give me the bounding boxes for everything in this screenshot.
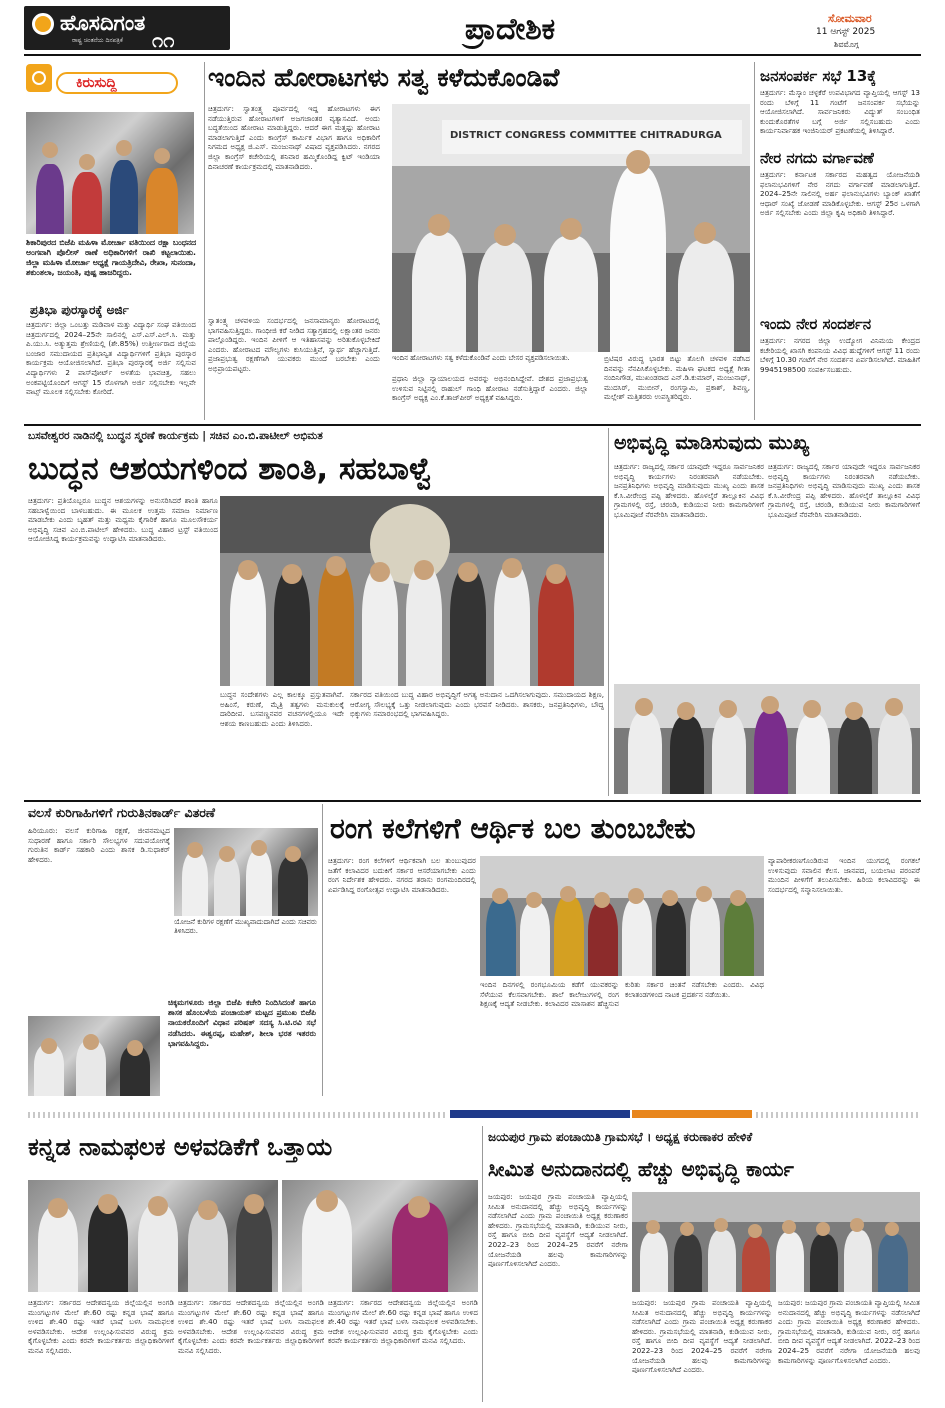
section-rule (24, 800, 921, 802)
valase-photo (174, 828, 318, 916)
buddha-body-1: ಚಿತ್ರದುರ್ಗ: ಪ್ರತಿಯೊಬ್ಬರೂ ಬುದ್ಧನ ಆಶಯಗಳನ್ನು ಅನುಸರಿಸಿದರೆ ಶಾಂತಿ ಹಾಗೂ ಸಹಬಾಳ್ವೆಯಿಂದ ಬಾಳಬಹುದು. ಈ ಮೂಲಕ ಉತ್ತಮ ಸಮಾಜ ನಿರ್ಮಾಣ ಮಾಡಬೇಕು ಎಂದು ಬೃಹತ್ ಮತ್ತು ಮಧ್ಯಮ ಕೈಗಾರಿಕೆ ಹಾಗೂ ಮೂಲಸೌಕರ್ಯ ಅಭಿವೃದ್ಧಿ ಸಚಿವ ಎಂ.ಬಿ.ಪಾಟೀಲ್ ಹೇಳಿದರು. ಬುದ್ಧ ವಿಹಾರ ಟ್ರಸ್ಟ್ ವತಿಯಿಂದ ಆಯೋಜಿಸಿದ್ದ ಕಾರ್ಯಕ್ರಮವನ್ನು ಉದ್ಘಾಟಿಸಿ ಮಾತನಾಡಿದರು. (28, 496, 218, 544)
masthead-logo-box (24, 6, 230, 50)
speaker-hand-icon (32, 71, 46, 85)
accent-bar-blue (450, 1110, 630, 1118)
issue-date: 11 ಆಗಸ್ಟ್ 2025 (816, 27, 876, 37)
kannada-photo-2 (282, 1180, 478, 1292)
buddha-photo (220, 496, 604, 686)
buddha-body-2: ಬುದ್ಧನ ಸಂದೇಶಗಳು ಎಲ್ಲ ಕಾಲಕ್ಕೂ ಪ್ರಸ್ತುತವಾಗಿವೆ. ಅಹಿಂಸೆ, ಕರುಣೆ, ಮೈತ್ರಿ ತತ್ವಗಳು ಮನುಕುಲಕ್ಕೆ ದಾರಿದೀಪ. ಬಸವಣ್ಣನವರ ವಚನಗಳಲ್ಲಿಯೂ ಇದೇ ಆಶಯ ಕಾಣಬಹುದು ಎಂದು ತಿಳಿಸಿದರು. (220, 690, 344, 728)
kirusuddi-label: ಕಿರುಸುದ್ದಿ (76, 75, 117, 91)
abhivruddhi-body: ಚಿತ್ರದುರ್ಗ: ರಾಜ್ಯದಲ್ಲಿ ಸರ್ಕಾರ ಯಾವುದೇ ಇದ್ದರೂ ಸಾರ್ವಜನಿಕರ ಅಭಿವೃದ್ಧಿ ಕಾರ್ಯಗಳು ನಿರಂತರವಾಗಿ ನಡೆಯಬೇಕು. ಜನಪ್ರತಿನಿಧಿಗಳು ಅಭಿವೃದ್ಧಿ ಮಾಡಿಸುವುದು ಮುಖ್ಯ ಎಂದು ಶಾಸಕ ಕೆ.ಸಿ.ವೀರೇಂದ್ರ ಪಪ್ಪಿ ಹೇಳಿದರು. ಹೊಳಲ್ಕೆರೆ ತಾಲ್ಲೂಕಿನ ವಿವಿಧ ಗ್ರಾಮಗಳಲ್ಲಿ ರಸ್ತೆ, ಚರಂಡಿ, ಕುಡಿಯುವ ನೀರು ಕಾಮಗಾರಿಗಳಿಗೆ ಭೂಮಿಪೂಜೆ ನೆರವೇರಿಸಿ ಮಾತನಾಡಿದರು. (614, 462, 764, 519)
ranga-photo (480, 856, 764, 976)
valase-photo-2 (28, 1016, 160, 1096)
main-body-1: ಚಿತ್ರದುರ್ಗ: ಸ್ವಾತಂತ್ರ್ಯ ಪೂರ್ವದಲ್ಲಿ ಇದ್ದ ಹೋರಾಟಗಳು ಈಗ ನಡೆಯುತ್ತಿರುವ ಹೋರಾಟಗಳಿಗೆ ಅಜಗಜಾಂತರ ವ್ಯತ್ಯಾಸವಿದೆ. ಅಂದು ಬದ್ಧತೆಯಿಂದ ಹೋರಾಟ ಮಾಡುತ್ತಿದ್ದರು. ಆದರೆ ಈಗ ಮತ್ತಷ್ಟು ಹೋರಾಟ ಮಾಡಲಾಗುತ್ತಿದೆ ಎಂದು ಕಾಂಗ್ರೆಸ್ ಕಾರ್ಮಿಕ ವಿಭಾಗ ಹಾಗೂ ಅಧಿಕಾರಿಗೆ ನಿಗಮದ ಅಧ್ಯಕ್ಷ ಜಿ.ಎಸ್. ಮಂಜುನಾಥ್ ವಿಷಾದ ವ್ಯಕ್ತಪಡಿಸಿದರು. ನಗರದ ಜಿಲ್ಲಾ ಕಾಂಗ್ರೆಸ್ ಕಚೇರಿಯಲ್ಲಿ ಶನಿವಾರ ಹಮ್ಮಿಕೊಂಡಿದ್ದ ಕ್ವಿಟ್ ಇಂಡಿಯಾ ದಿನಾಚರಣೆ ಕಾರ್ಯಕ್ರಮದಲ್ಲಿ ಮಾತನಾಡಿದರು. (208, 104, 380, 171)
kirusuddi-sub-headline: ಪ್ರತಿಭಾ ಪುರಸ್ಕಾರಕ್ಕೆ ಅರ್ಜಿ (30, 303, 129, 317)
masthead (0, 0, 945, 54)
ranga-body-1: ಚಿತ್ರದುರ್ಗ: ರಂಗ ಕಲೆಗಳಿಗೆ ಆರ್ಥಿಕವಾಗಿ ಬಲ ತುಂಬುವುದರ ಜತೆಗೆ ಕಲಾವಿದರ ಬದುಕಿಗೆ ಸರ್ಕಾರ ಆಸರೆಯಾಗಬೇಕು ಎಂದು ರಂಗ ನಿರ್ದೇಶಕ ಹೇಳಿದರು. ನಗರದ ತರಾಸು ರಂಗಮಂದಿರದಲ್ಲಿ ಏರ್ಪಡಿಸಿದ್ದ ರಂಗೋತ್ಸವ ಉದ್ಘಾಟಿಸಿ ಮಾತನಾಡಿದರು. (328, 856, 476, 894)
section-divider (28, 1112, 448, 1118)
kannada-headline: ಕನ್ನಡ ನಾಮಫಲಕ ಅಳವಡಿಕೆಗೆ ಒತ್ತಾಯ (28, 1133, 333, 1161)
column-rule (608, 428, 609, 796)
column-rule (754, 62, 755, 420)
issue-day: ಸೋಮವಾರ (828, 12, 872, 25)
jayapura-body: ಜಯಪುರ: ಜಯಪುರ ಗ್ರಾಮ ಪಂಚಾಯತಿ ವ್ಯಾಪ್ತಿಯಲ್ಲಿ ಸೀಮಿತ ಅನುದಾನದಲ್ಲಿ ಹೆಚ್ಚು ಅಭಿವೃದ್ಧಿ ಕಾರ್ಯಗಳನ್ನು ನಡೆಸಲಾಗಿದೆ ಎಂದು ಗ್ರಾಮ ಪಂಚಾಯಿತಿ ಅಧ್ಯಕ್ಷ ಕರುಣಾಕರ ಹೇಳಿದರು. ಗ್ರಾಮಸಭೆಯಲ್ಲಿ ಮಾತನಾಡಿ, ಕುಡಿಯುವ ನೀರು, ರಸ್ತೆ ಹಾಗೂ ಬೀದಿ ದೀಪ ವ್ಯವಸ್ಥೆಗೆ ಆದ್ಯತೆ ನೀಡಲಾಗಿದೆ. 2022–23 ರಿಂದ 2024–25 ರವರೆಗೆ ನರೇಗಾ ಯೋಜನೆಯಡಿ ಹಲವು ಕಾಮಗಾರಿಗಳನ್ನು ಪೂರ್ಣಗೊಳಿಸಲಾಗಿದೆ ಎಂದರು. (488, 1192, 628, 1269)
kirusuddi-column (24, 60, 200, 422)
banner-text: DISTRICT CONGRESS COMMITTEE CHITRADURGA (450, 130, 722, 141)
main-headline: ಇಂದಿನ ಹೋರಾಟಗಳು ಸತ್ವ ಕಳೆದುಕೊಂಡಿವೆ (208, 63, 560, 92)
kirusuddi-pill (56, 72, 178, 94)
congress-banner (442, 120, 742, 154)
main-body-2: ಸ್ವಾತಂತ್ರ್ಯ ಚಳವಳಿಯ ಸಂದರ್ಭದಲ್ಲಿ ಜನಸಾಮಾನ್ಯರು ಹೋರಾಟದಲ್ಲಿ ಭಾಗವಹಿಸುತ್ತಿದ್ದರು. ಗಾಂಧೀಜಿ ಕರೆ ನೀಡಿದ ಸತ್ಯಾಗ್ರಹದಲ್ಲಿ ಲಕ್ಷಾಂತರ ಜನರು ಪಾಲ್ಗೊಂಡಿದ್ದರು. ಇಂದಿನ ಪೀಳಿಗೆ ಆ ಇತಿಹಾಸವನ್ನು ಅರಿತುಕೊಳ್ಳಬೇಕಿದೆ ಎಂದರು. ಹೋರಾಟದ ಮೌಲ್ಯಗಳು ಕುಸಿಯುತ್ತಿವೆ, ಸ್ವಾರ್ಥ ಹೆಚ್ಚಾಗುತ್ತಿದೆ. ಪ್ರಜಾಪ್ರಭುತ್ವ ರಕ್ಷಣೆಗಾಗಿ ಯುವಕರು ಮುಂದೆ ಬರಬೇಕು ಎಂದು ಅಭಿಪ್ರಾಯಪಟ್ಟರು. (208, 316, 380, 373)
jayapura-headline: ಸೀಮಿತ ಅನುದಾನದಲ್ಲಿ ಹೆಚ್ಚು ಅಭಿವೃದ್ಧಿ ಕಾರ್ಯ (488, 1157, 794, 1181)
jayapura-kicker: ಜಯಪುರ ಗ್ರಾಮ ಪಂಚಾಯಿತಿ ಗ್ರಾಮಸಭೆ । ಅಧ್ಯಕ್ಷ ಕರುಣಾಕರ ಹೇಳಿಕೆ (488, 1130, 753, 1144)
section-banner (415, 8, 605, 52)
page-number: ೧೧ (152, 28, 175, 52)
section-title: ಪ್ರಾದೇಶಿಕ (464, 12, 556, 47)
buddha-kicker: ಬಸವೇಶ್ವರರ ನಾಡಿನಲ್ಲಿ ಬುದ್ಧನ ಸ್ಮರಣೆ ಕಾರ್ಯಕ್ರಮ | ಸಚಿವ ಎಂ.ಬಿ.ಪಾಟೀಲ್ ಅಭಿಮತ (28, 430, 323, 442)
masthead-logo: ಹೊಸದಿಗಂತ (60, 11, 146, 35)
valase-body: ಹಿರಿಯೂರು: ವಲಸೆ ಕುರಿಗಾಹಿ ರಕ್ಷಣೆ, ಜೀವನಮಟ್ಟದ ಸುಧಾರಣೆ ಹಾಗೂ ಸರ್ಕಾರಿ ಸೌಲಭ್ಯಗಳ ಸದುಪಯೋಗಕ್ಕೆ ಗುರುತಿನ ಕಾರ್ಡ್ ಸಹಕಾರಿ ಎಂದು ಶಾಸಕ ಡಿ.ಸುಧಾಕರ್ ಹೇಳಿದರು. (28, 826, 170, 864)
kannada-photo-1 (28, 1180, 278, 1292)
jayapura-photo (632, 1192, 920, 1292)
buddha-headline: ಬುದ್ಧನ ಆಶಯಗಳಿಂದ ಶಾಂತಿ, ಸಹಬಾಳ್ವೆ (28, 451, 433, 487)
jayapura-body-2: ಜಯಪುರ: ಜಯಪುರ ಗ್ರಾಮ ಪಂಚಾಯತಿ ವ್ಯಾಪ್ತಿಯಲ್ಲಿ ಸೀಮಿತ ಅನುದಾನದಲ್ಲಿ ಹೆಚ್ಚು ಅಭಿವೃದ್ಧಿ ಕಾರ್ಯಗಳನ್ನು ನಡೆಸಲಾಗಿದೆ ಎಂದು ಗ್ರಾಮ ಪಂಚಾಯಿತಿ ಅಧ್ಯಕ್ಷ ಕರುಣಾಕರ ಹೇಳಿದರು. ಗ್ರಾಮಸಭೆಯಲ್ಲಿ ಮಾತನಾಡಿ, ಕುಡಿಯುವ ನೀರು, ರಸ್ತೆ ಹಾಗೂ ಬೀದಿ ದೀಪ ವ್ಯವಸ್ಥೆಗೆ ಆದ್ಯತೆ ನೀಡಲಾಗಿದೆ. 2022–23 ರಿಂದ 2024–25 ರವರೆಗೆ ನರೇಗಾ ಯೋಜನೆಯಡಿ ಹಲವು ಕಾಮಗಾರಿಗಳನ್ನು ಪೂರ್ಣಗೊಳಿಸಲಾಗಿದೆ ಎಂದರು. (632, 1298, 772, 1375)
kannada-body: ಚಿತ್ರದುರ್ಗ: ಸರ್ಕಾರದ ಆದೇಶದನ್ವಯ ಜಿಲ್ಲೆಯಲ್ಲಿನ ಅಂಗಡಿ ಮುಂಗಟ್ಟುಗಳ ಮೇಲೆ ಶೇ.60 ರಷ್ಟು ಕನ್ನಡ ಭಾಷೆ ಹಾಗೂ ಉಳಿದ ಶೇ.40 ರಷ್ಟು ಇತರೆ ಭಾಷೆ ಬಳಸಿ ನಾಮಫಲಕ ಅಳವಡಿಸಬೇಕು. ಆದೇಶ ಉಲ್ಲಂಘಿಸುವವರ ವಿರುದ್ಧ ಕ್ರಮ ಕೈಗೊಳ್ಳಬೇಕು ಎಂದು ಕರವೇ ಕಾರ್ಯಕರ್ತರು ಜಿಲ್ಲಾಧಿಕಾರಿಗಳಿಗೆ ಮನವಿ ಸಲ್ಲಿಸಿದರು. (28, 1298, 174, 1355)
right-headline-1: ಜನಸಂಪರ್ಕ ಸಭೆ 13ಕ್ಕೆ (760, 67, 877, 85)
main-body-4: ಬ್ರಿಟಿಷರ ವಿರುದ್ಧ ಭಾರತ ಬಿಟ್ಟು ತೊಲಗಿ ಚಳವಳಿ ನಡೆಸಿದ ದಿನವನ್ನು ನೆನಪಿಸಿಕೊಳ್ಳಬೇಕು. ಮಹಿಳಾ ಘಟಕದ ಅಧ್ಯಕ್ಷೆ ಗೀತಾ ನಂದಿನಿಗೌಡ, ಮುಖಂಡರಾದ ಎನ್.ಡಿ.ಕುಮಾರ್, ಮಂಜುನಾಥ್, ಮುದಸಿರ್, ಮುಬೀನ್, ರಂಗಸ್ವಾಮಿ, ಪ್ರಕಾಶ್, ಶಿವಣ್ಣ, ಮಲ್ಲೇಶ್ ಮತ್ತಿತರರು ಉಪಸ್ಥಿತರಿದ್ದರು. (604, 354, 750, 402)
issue-city: ಶಿವಮೊಗ್ಗ (834, 40, 859, 49)
section-divider (756, 1112, 920, 1118)
main-photo (392, 104, 750, 352)
abhivruddhi-headline: ಅಭಿವೃದ್ಧಿ ಮಾಡಿಸುವುದು ಮುಖ್ಯ (614, 432, 810, 454)
masthead-rule (24, 54, 921, 56)
valase-headline: ವಲಸೆ ಕುರಿಗಾಹಿಗಳಿಗೆ ಗುರುತಿನಕಾರ್ಡ್ ವಿತರಣೆ (28, 805, 215, 820)
section-rule (24, 424, 921, 426)
jayapura-body-3: ಜಯಪುರ: ಜಯಪುರ ಗ್ರಾಮ ಪಂಚಾಯತಿ ವ್ಯಾಪ್ತಿಯಲ್ಲಿ ಸೀಮಿತ ಅನುದಾನದಲ್ಲಿ ಹೆಚ್ಚು ಅಭಿವೃದ್ಧಿ ಕಾರ್ಯಗಳನ್ನು ನಡೆಸಲಾಗಿದೆ ಎಂದು ಗ್ರಾಮ ಪಂಚಾಯಿತಿ ಅಧ್ಯಕ್ಷ ಕರುಣಾಕರ ಹೇಳಿದರು. ಗ್ರಾಮಸಭೆಯಲ್ಲಿ ಮಾತನಾಡಿ, ಕುಡಿಯುವ ನೀರು, ರಸ್ತೆ ಹಾಗೂ ಬೀದಿ ದೀಪ ವ್ಯವಸ್ಥೆಗೆ ಆದ್ಯತೆ ನೀಡಲಾಗಿದೆ. 2022–23 ರಿಂದ 2024–25 ರವರೆಗೆ ನರೇಗಾ ಯೋಜನೆಯಡಿ ಹಲವು ಕಾಮಗಾರಿಗಳನ್ನು ಪೂರ್ಣಗೊಳಿಸಲಾಗಿದೆ ಎಂದರು. (778, 1298, 920, 1365)
kirusuddi-caption: ಶಿಕಾರಿಪುರದ ಬಿಜೆಪಿ ಮಹಿಳಾ ಮೋರ್ಚಾ ವತಿಯಿಂದ ರಕ್ಷಾ ಬಂಧನದ ಅಂಗವಾಗಿ ಪೊಲೀಸ್ ಠಾಣೆ ಅಧಿಕಾರಿಗಳಿಗೆ ರಾಖಿ ಕಟ್ಟಲಾಯಿತು. ಜಿಲ್ಲಾ ಮಹಿಳಾ ಮೋರ್ಚಾ ಅಧ್ಯಕ್ಷೆ ಗಾಯತ್ರಿದೇವಿ, ರೇಖಾ, ಸುನಂದಾ, ಶಕುಂತಲಾ, ಜಯಂತಿ, ಪುಷ್ಪ ಹಾಜರಿದ್ದರು. (26, 238, 196, 277)
ranga-body-2: ಇಂದಿನ ದಿನಗಳಲ್ಲಿ ರಂಗಭೂಮಿಯ ಕಡೆಗೆ ಯುವಕರನ್ನು ಸೆಳೆಯುವ ಕೆಲಸವಾಗಬೇಕು. ಶಾಲೆ ಕಾಲೇಜುಗಳಲ್ಲಿ ರಂಗ ಶಿಕ್ಷಣಕ್ಕೆ ಆದ್ಯತೆ ನೀಡಬೇಕು. ಕಲಾವಿದರ ಮಾಸಾಶನ ಹೆಚ್ಚಿಸುವ ಕುರಿತು ಸರ್ಕಾರ ಚಿಂತನೆ ನಡೆಸಬೇಕು ಎಂದರು. ವಿವಿಧ ಕಲಾತಂಡಗಳಿಂದ ನಾಟಕ ಪ್ರದರ್ಶನ ನಡೆಯಿತು. (480, 980, 764, 1009)
valase-photo-caption: ಯೋಜನೆ ಕುರಿಗಳ ರಕ್ಷಣೆಗೆ ಮುಖ್ಯವಾದುದಾಗಿದೆ ಎಂದು ಸಚಿವರು ತಿಳಿಸಿದರು. (174, 918, 317, 935)
column-rule (204, 62, 205, 420)
main-body-3: ಪ್ರಧಾನಿ ಜಿಲ್ಲಾ ನ್ಯಾಯಾಲಯದ ಅವರನ್ನು ಅಭಿನಂದಿಸಿದ್ದೇವೆ. ದೇಶದ ಪ್ರಜಾಪ್ರಭುತ್ವ ಉಳಿಸುವ ನಿಟ್ಟಿನಲ್ಲಿ ರಾಹುಲ್ ಗಾಂಧಿ ಹೋರಾಟ ನಡೆಸುತ್ತಿದ್ದಾರೆ ಎಂದರು. ಜಿಲ್ಲಾ ಕಾಂಗ್ರೆಸ್ ಅಧ್ಯಕ್ಷ ಎಂ.ಕೆ.ತಾಜ್‌ಪೀರ್ ಅಧ್ಯಕ್ಷತೆ ವಹಿಸಿದ್ದರು. (392, 374, 588, 403)
abhivruddhi-photo (614, 684, 920, 794)
kirusuddi-photo (26, 112, 194, 234)
right-body-2: ಚಿತ್ರದುರ್ಗ: ಕರ್ನಾಟಕ ಸರ್ಕಾರದ ಮಹತ್ವದ ಯೋಜನೆಯಡಿ ಫಲಾನುಭವಿಗಳಿಗೆ ನೇರ ನಗದು ವರ್ಗಾವಣೆ ಮಾಡಲಾಗುತ್ತಿದೆ. 2024–25ನೇ ಸಾಲಿನಲ್ಲಿ ಅರ್ಹ ಫಲಾನುಭವಿಗಳು ಬ್ಯಾಂಕ್ ಖಾತೆಗೆ ಆಧಾರ್ ಸಂಖ್ಯೆ ಜೋಡಣೆ ಮಾಡಿಕೊಳ್ಳಬೇಕು. ಆಗಸ್ಟ್ 25ರ ಒಳಗಾಗಿ ಅರ್ಜಿ ಸಲ್ಲಿಸಬೇಕು ಎಂದು ಜಿಲ್ಲಾ ಕೃಷಿ ಅಧಿಕಾರಿ ತಿಳಿಸಿದ್ದಾರೆ. (760, 170, 920, 218)
abhivruddhi-body-2: ಚಿತ್ರದುರ್ಗ: ರಾಜ್ಯದಲ್ಲಿ ಸರ್ಕಾರ ಯಾವುದೇ ಇದ್ದರೂ ಸಾರ್ವಜನಿಕರ ಅಭಿವೃದ್ಧಿ ಕಾರ್ಯಗಳು ನಿರಂತರವಾಗಿ ನಡೆಯಬೇಕು. ಜನಪ್ರತಿನಿಧಿಗಳು ಅಭಿವೃದ್ಧಿ ಮಾಡಿಸುವುದು ಮುಖ್ಯ ಎಂದು ಶಾಸಕ ಕೆ.ಸಿ.ವೀರೇಂದ್ರ ಪಪ್ಪಿ ಹೇಳಿದರು. ಹೊಳಲ್ಕೆರೆ ತಾಲ್ಲೂಕಿನ ವಿವಿಧ ಗ್ರಾಮಗಳಲ್ಲಿ ರಸ್ತೆ, ಚರಂಡಿ, ಕುಡಿಯುವ ನೀರು ಕಾಮಗಾರಿಗಳಿಗೆ ಭೂಮಿಪೂಜೆ ನೆರವೇರಿಸಿ ಮಾತನಾಡಿದರು. (768, 462, 920, 519)
right-body-1: ಚಿತ್ರದುರ್ಗ: ಮೆಸ್ಕಾಂ ಚಳ್ಳಕೆರೆ ಉಪವಿಭಾಗದ ವ್ಯಾಪ್ತಿಯಲ್ಲಿ ಆಗಸ್ಟ್ 13 ರಂದು ಬೆಳಿಗ್ಗೆ 11 ಗಂಟೆಗೆ ಜನಸಂಪರ್ಕ ಸಭೆಯನ್ನು ಆಯೋಜಿಸಲಾಗಿದೆ. ಸಾರ್ವಜನಿಕರು ವಿದ್ಯುತ್ ಸಂಬಂಧಿತ ಕುಂದುಕೊರತೆಗಳ ಬಗ್ಗೆ ಅರ್ಜಿ ಸಲ್ಲಿಸಬಹುದು ಎಂದು ಕಾರ್ಯನಿರ್ವಾಹಕ ಇಂಜಿನಿಯರ್ ಪ್ರಕಟಣೆಯಲ್ಲಿ ತಿಳಿಸಿದ್ದಾರೆ. (760, 88, 920, 136)
right-headline-2: ನೇರ ನಗದು ವರ್ಗಾವಣೆ (760, 149, 874, 167)
right-body-3: ಚಿತ್ರದುರ್ಗ: ನಗರದ ಜಿಲ್ಲಾ ಉದ್ಯೋಗ ವಿನಿಮಯ ಕೇಂದ್ರದ ಕಚೇರಿಯಲ್ಲಿ ಖಾಸಗಿ ಕಂಪನಿಯ ವಿವಿಧ ಹುದ್ದೆಗಳಿಗೆ ಆಗಸ್ಟ್ 11 ರಂದು ಬೆಳಿಗ್ಗೆ 10.30 ಗಂಟೆಗೆ ನೇರ ಸಂದರ್ಶನ ಏರ್ಪಡಿಸಲಾಗಿದೆ. ಮಾಹಿತಿಗೆ 9945198500 ಸಂಪರ್ಕಿಸಬಹುದು. (760, 336, 920, 374)
column-rule (482, 1126, 483, 1402)
ranga-headline: ರಂಗ ಕಲೆಗಳಿಗೆ ಆರ್ಥಿಕ ಬಲ ತುಂಬಬೇಕು (330, 812, 696, 845)
valase-promo-box (164, 996, 318, 1096)
kannada-body-3: ಚಿತ್ರದುರ್ಗ: ಸರ್ಕಾರದ ಆದೇಶದನ್ವಯ ಜಿಲ್ಲೆಯಲ್ಲಿನ ಅಂಗಡಿ ಮುಂಗಟ್ಟುಗಳ ಮೇಲೆ ಶೇ.60 ರಷ್ಟು ಕನ್ನಡ ಭಾಷೆ ಹಾಗೂ ಉಳಿದ ಶೇ.40 ರಷ್ಟು ಇತರೆ ಭಾಷೆ ಬಳಸಿ ನಾಮಫಲಕ ಅಳವಡಿಸಬೇಕು. ಆದೇಶ ಉಲ್ಲಂಘಿಸುವವರ ವಿರುದ್ಧ ಕ್ರಮ ಕೈಗೊಳ್ಳಬೇಕು ಎಂದು ಕರವೇ ಕಾರ್ಯಕರ್ತರು ಜಿಲ್ಲಾಧಿಕಾರಿಗಳಿಗೆ ಮನವಿ ಸಲ್ಲಿಸಿದರು. (328, 1298, 478, 1346)
buddha-body-3: ಸರ್ಕಾರದ ವತಿಯಿಂದ ಬುದ್ಧ ವಿಹಾರ ಅಭಿವೃದ್ಧಿಗೆ ಅಗತ್ಯ ಅನುದಾನ ಒದಗಿಸಲಾಗುವುದು. ಸಮುದಾಯದ ಶಿಕ್ಷಣ, ಆರೋಗ್ಯ ಸೌಲಭ್ಯಕ್ಕೆ ಒತ್ತು ನೀಡಲಾಗುವುದು ಎಂದು ಭರವಸೆ ನೀಡಿದರು. ಶಾಸಕರು, ಜನಪ್ರತಿನಿಧಿಗಳು, ಬೌದ್ಧ ಭಿಕ್ಕುಗಳು ಸಮಾರಂಭದಲ್ಲಿ ಭಾಗವಹಿಸಿದ್ದರು. (350, 690, 604, 719)
masthead-tagline: ರಾಷ್ಟ್ರ ಚಿಂತನೆಯ ದಿನಪತ್ರಿಕೆ (72, 37, 123, 44)
right-headline-3: ಇಂದು ನೇರ ಸಂದರ್ಶನ (760, 315, 872, 333)
ranga-body-3: ವ್ಯಾಪಾರೀಕರಣಗೊಂಡಿರುವ ಇಂದಿನ ಯುಗದಲ್ಲಿ ರಂಗಕಲೆ ಉಳಿಸುವುದು ಸವಾಲಿನ ಕೆಲಸ. ಜಾನಪದ, ಬಯಲಾಟ ಪರಂಪರೆ ಮುಂದಿನ ಪೀಳಿಗೆಗೆ ತಲುಪಿಸಬೇಕು. ಹಿರಿಯ ಕಲಾವಿದರನ್ನು ಈ ಸಂದರ್ಭದಲ್ಲಿ ಸನ್ಮಾನಿಸಲಾಯಿತು. (768, 856, 920, 894)
main-photo-caption: ಇಂದಿನ ಹೋರಾಟಗಳು ಸತ್ವ ಕಳೆದುಕೊಂಡಿವೆ ಎಂದು ಬೇಸರ ವ್ಯಕ್ತಪಡಿಸಲಾಯಿತು. (392, 354, 570, 362)
accent-bar-orange (632, 1110, 752, 1118)
column-rule (322, 804, 323, 1096)
sun-icon (32, 13, 54, 35)
kirusuddi-body: ಚಿತ್ರದುರ್ಗ: ಜಿಲ್ಲಾ ಒಂಬತ್ತು ಮಡಿವಾಳ ಮತ್ತು ವಿದ್ಯಾರ್ಥಿ ಸಂಘ ವತಿಯಿಂದ ಚಿತ್ರದುರ್ಗದಲ್ಲಿ 2024–25ನೇ ಸಾಲಿನಲ್ಲಿ ಎಸ್.ಎಸ್.ಎಲ್.ಸಿ. ಮತ್ತು ಪಿ.ಯು.ಸಿ. ಅತ್ಯುತ್ತಮ ಶ್ರೇಣಿಯಲ್ಲಿ (ಶೇ.85%) ಉತ್ತೀರ್ಣರಾದ ಜಿಲ್ಲೆಯ ಬಂಜಾರ ಸಮುದಾಯದ ಪ್ರತಿಭಾನ್ವಿತ ವಿದ್ಯಾರ್ಥಿಗಳಿಗೆ ಪ್ರತಿಭಾ ಪುರಸ್ಕಾರ ಕಾರ್ಯಕ್ರಮ ಆಯೋಜಿಸಲಾಗಿದೆ. ಪ್ರತಿಭಾ ಪುರಸ್ಕಾರಕ್ಕೆ ಅರ್ಜಿ ಸಲ್ಲಿಸುವ ವಿದ್ಯಾರ್ಥಿಗಳು 2 ಪಾಸ್‌ಪೋರ್ಟ್ ಅಳತೆಯ ಭಾವಚಿತ್ರ, ಸಹಲು ಅಂಕಪಟ್ಟಿಯೊಂದಿಗೆ ಆಗಸ್ಟ್ 15 ರೊಳಗಾಗಿ ಅರ್ಜಿ ಸಲ್ಲಿಸಬೇಕು ಇಲ್ಲವೇ ವಾಟ್ಸ್ ಮೂಲಕ ಸಲ್ಲಿಸಬೇಕು ಕೋರಿದೆ. (26, 320, 196, 397)
kannada-body-2: ಚಿತ್ರದುರ್ಗ: ಸರ್ಕಾರದ ಆದೇಶದನ್ವಯ ಜಿಲ್ಲೆಯಲ್ಲಿನ ಅಂಗಡಿ ಮುಂಗಟ್ಟುಗಳ ಮೇಲೆ ಶೇ.60 ರಷ್ಟು ಕನ್ನಡ ಭಾಷೆ ಹಾಗೂ ಉಳಿದ ಶೇ.40 ರಷ್ಟು ಇತರೆ ಭಾಷೆ ಬಳಸಿ ನಾಮಫಲಕ ಅಳವಡಿಸಬೇಕು. ಆದೇಶ ಉಲ್ಲಂಘಿಸುವವರ ವಿರುದ್ಧ ಕ್ರಮ ಕೈಗೊಳ್ಳಬೇಕು ಎಂದು ಕರವೇ ಕಾರ್ಯಕರ್ತರು ಜಿಲ್ಲಾಧಿಕಾರಿಗಳಿಗೆ ಮನವಿ ಸಲ್ಲಿಸಿದರು. (178, 1298, 324, 1355)
valase-promo: ಚಿಕ್ಕಮಗಳೂರು ಜಿಲ್ಲಾ ಬಿಜೆಪಿ ಕಚೇರಿ ನಿಂದಿಸಿದಂತೆ ಹಾಗೂ ಶಾಸಕ ಹೊಂಬಳೆಯ ಪಂಚಾಯತ್ ಮಟ್ಟದ ಪ್ರಮುಖ ಬಿಜೆಪಿ ನಾಯಕರೊಂದಿಗೆ ವಿಧಾನ ಪರಿಷತ್ ಸದಸ್ಯ ಸಿ.ಟಿ.ರವಿ ಸಭೆ ನಡೆಸಿದರು. ಈಶ್ವರಪ್ಪ, ಮಹೇಶ್, ಶೀಲಾ ಭರತ ಇತರರು ಭಾಗವಹಿಸಿದ್ದರು. (168, 998, 316, 1048)
